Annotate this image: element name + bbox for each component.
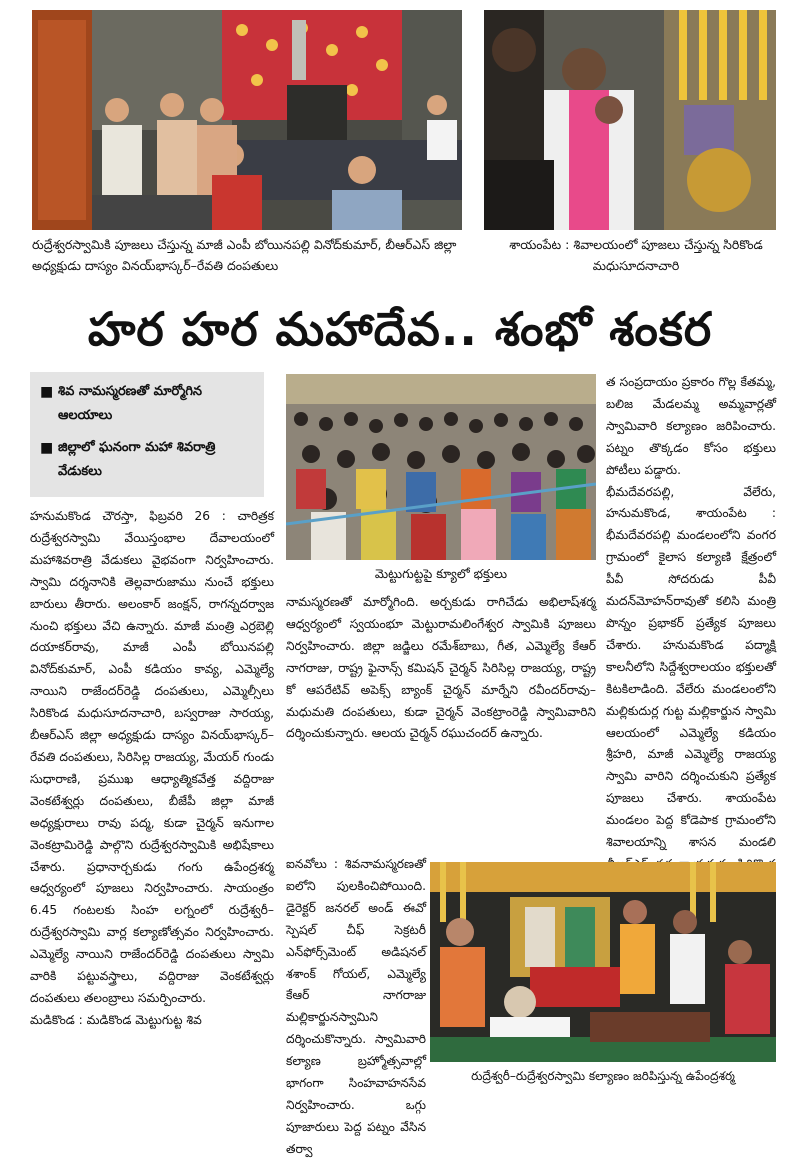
photo-temple-puja	[32, 10, 462, 230]
article-body-col2-part1: నామస్మరణతో మార్మోగింది. అర్చకుడు రాగిచేడు అభిలాష్‌శర్మ ఆధ్వర్యంలో స్వయంభూ మెట్టురామలింగేశ్వర స్వామికి పూజలు నిర్వహించారు. జిల్లా జడ్జిలు రమేశ్‌బాబు, గీత, ఎమ్మెల్యే కేఆర్ నాగరాజు, రాష్ట్ర ఫైనాన్స్ కమిషన్ చైర్మన్ సిరిసిల్ల రాజయ్య, రాష్ట్ర కో ఆపరేటివ్ అపెక్స్ బ్యాంక్ చైర్మన్ మార్నేని రవీందర్‌రావు–మధుమతి దంపతులు, కుడా చైర్మన్ వెంకట్రాంరెడ్డి స్వామివారిని దర్శించుకున్నారు. ఆలయ చైర్మన్ రఘుచందర్ ఉన్నారు.	[286, 595, 596, 741]
article-body-col2-part2: ఐనవోలు : శివనామస్మరణతో ఐలోని పులకించిపోయింది. డైరెక్టర్ జనరల్ అండ్ ఈవో స్పెషల్ చీఫ్ సెక్రటరీ ఎన్‌ఫోర్స్‌మెంట్ అడిషనల్ శశాంక్ గోయల్, ఎమ్మెల్యే కేఆర్ నాగరాజు మల్లికార్జునస్వామిని దర్శించుకొన్నారు. స్వామివారి కల్యాణ బ్రహ్మోత్సవాల్లో భాగంగా సింహవాహనసేవ నిర్వహించారు. ఒగ్గు పూజారులు పెద్ద పట్నం వేసిన తర్వా	[286, 857, 426, 1156]
photo-caption-middle: మెట్టుగుట్టపై క్యూలో భక్తులు	[374, 566, 508, 581]
highlight-item	[40, 436, 254, 484]
highlight-item	[40, 380, 254, 428]
highlight-text: జిల్లాలో ఘనంగా మహా శివరాత్రి వేడుకలు	[58, 440, 216, 479]
photo-shivalayam-puja	[484, 10, 776, 230]
headline: హర హర మహాదేవ.. శంభో శంకర	[87, 302, 713, 356]
article-column-2	[286, 592, 596, 854]
bullet-icon: ■	[40, 440, 54, 456]
photo-devotees-queue	[286, 374, 596, 560]
article-body-col1-tail: మడికొండ : మడికొండ మెట్టుగుట్ట శివ	[30, 1012, 202, 1027]
article-body-col1: హనుమకొండ చౌరస్తా, ఫిబ్రవరి 26 : చారిత్రక రుద్రేశ్వరస్వామి వేయిస్తంభాల దేవాలయంలో మహాశివరాత్రి వేడుకలు వైభవంగా నిర్వహించారు. స్వామి దర్శనానికి తెల్లవారుజాము నుంచే భక్తులు బారులు తీరారు. అలంకార్ జంక్షన్, రాగన్నదర్వాజ నుంచి భక్తులు వేచి ఉన్నారు. మాజీ మంత్రి ఎర్రబెల్లి దయాకర్‌రావు, మాజీ ఎంపీ బోయినపల్లి వినోద్‌కుమార్, ఎంపీ కడియం కావ్య, ఎమ్మెల్యే నాయిని రాజేందర్‌రెడ్డి దంపతులు, ఎమ్మెల్సీలు సిరికొండ మధుసూదనాచారి, బస్వరాజు సారయ్య, బీఆర్ఎస్ జిల్లా అధ్యక్షుడు దాస్యం వినయ్‌భాస్కర్–రేవతి దంపతులు, సిరిసిల్ల రాజయ్య, మేయర్ గుండు సుధారాణి, ప్రముఖ ఆధ్యాత్మికవేత్త వద్దిరాజు వెంకటేశ్వర్లు దంపతులు, బీజేపీ జిల్లా మాజీ అధ్యక్షురాలు రావు పద్మ, కుడా చైర్మన్ ఇనుగాల వెంకట్రామిరెడ్డి పాల్గొని రుద్రేశ్వరస్వామికి అభిషేకాలు చేశారు. ప్రధానార్చకుడు గంగు ఉపేంద్రశర్మ ఆధ్వర్యంలో పూజలు నిర్వహించారు. సాయంత్రం 6.45 గంటలకు సింహ లగ్నంలో రుద్రేశ్వరీ–రుద్రేశ్వరస్వామి వార్ల కల్యాణోత్సవం నిర్వహించారు. ఎమ్మెల్యే నాయిని రాజేందర్‌రెడ్డి దంపతులు స్వామి వారికి పట్టువస్త్రాలు, వద్దిరాజు వెంకటేశ్వర్లు దంపతులు తలంబ్రాలు సమర్పించారు.	[30, 509, 274, 1005]
article-column-3	[606, 372, 776, 852]
article-column-2-lower	[286, 854, 426, 1156]
photo-kalyanam-ceremony	[430, 862, 776, 1062]
highlights-box	[30, 372, 264, 497]
article-body-col3: త సంప్రదాయం ప్రకారం గొల్ల కేతమ్మ, బలిజ మేడలమ్మ అమ్మవార్లతో స్వామివారి కల్యాణం జరిపించారు. పట్నం తొక్కడం కోసం భక్తులు పోటీలు పడ్డారు.	[606, 375, 776, 477]
highlight-text: శివ నామస్మరణతో మార్మోగిన ఆలయాలు	[58, 384, 203, 423]
article-column-1	[30, 506, 274, 1094]
photo-caption-top-left: రుద్రేశ్వరస్వామికి పూజలు చేస్తున్న మాజీ ఎంపీ బోయినపల్లి వినోద్‌కుమార్, బీఆర్ఎస్ జిల్లా అధ్యక్షుడు దాస్యం వినయ్‌భాస్కర్–రేవతి దంపతులు	[32, 237, 457, 273]
article-body-col3-b: భీమదేవరపల్లి, వేలేరు, హనుమకొండ, శాయంపేట : భీమదేవరపల్లి మండలంలోని వంగర గ్రామంలో కైలాస కల్యాణి క్షేత్రంలో పీవీ సోదరుడు పీవీ మదన్‌మోహన్‌రావుతో కలిసి మంత్రి పొన్నం ప్రభాకర్ ప్రత్యేక పూజలు చేశారు. హనుమకొండ పద్మాక్షి కాలనీలోని సిద్దేశ్వరాలయం భక్తులతో కిటకిలాడింది. వేలేరు మండలంలోని మల్లికుదుర్ల గుట్ట మల్లికార్జున స్వామి ఆలయంలో ఎమ్మెల్యే కడియం శ్రీహరి, మాజీ ఎమ్మెల్యే రాజయ్య స్వామి వారిని దర్శించుకుని ప్రత్యేక పూజలు చేశారు. శాయంపేట మండలం పెద్ద కోడెపాక గ్రామంలోని శివాలయాన్ని శాసన మండలి	[606, 484, 776, 850]
photo-caption-bottom-right: రుద్రేశ్వరీ–రుద్రేశ్వరస్వామి కల్యాణం జరిపిస్తున్న ఉపేంద్రశర్మ	[471, 1069, 735, 1083]
photo-caption-top-right: శాయంపేట : శివాలయంలో పూజలు చేస్తున్న సిరికొండ మధుసూదనాచారి	[509, 237, 763, 273]
bullet-icon: ■	[40, 384, 54, 400]
